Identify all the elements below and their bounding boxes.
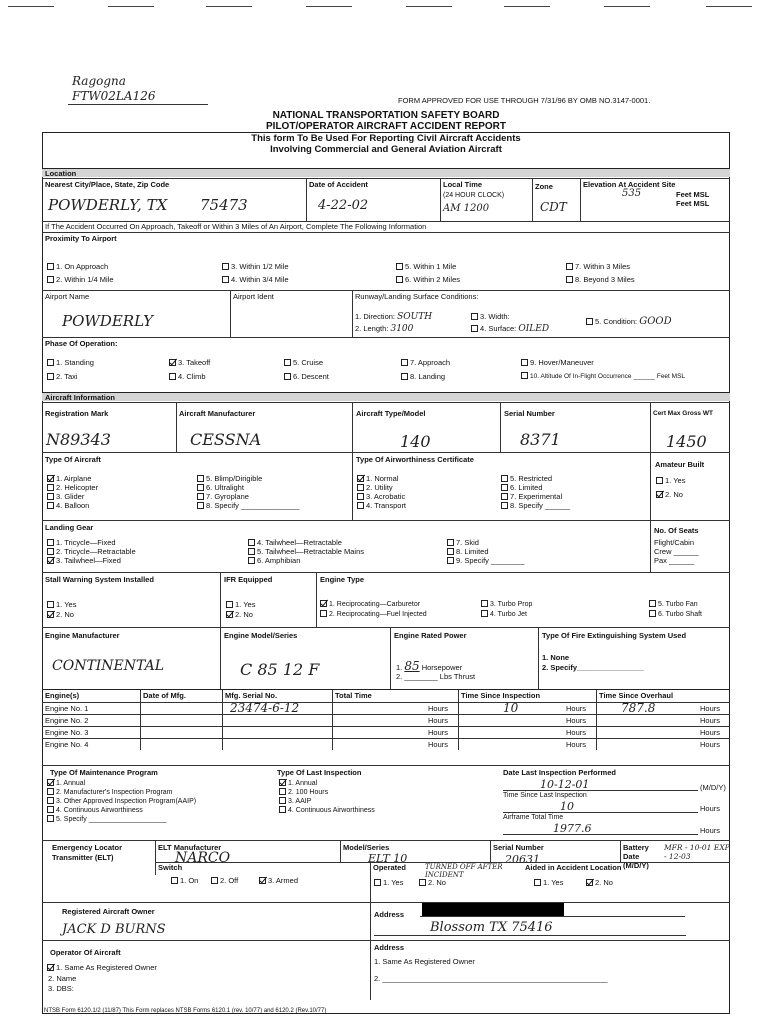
cert-utility[interactable]: 2. Utility: [356, 483, 393, 492]
engine-row-hours-overhaul: Hours: [700, 740, 721, 749]
engine-row-name: Engine No. 3: [45, 728, 89, 737]
table-row: [42, 714, 730, 715]
maint-manufacturer[interactable]: 2. Manufacturer's Inspection Program: [46, 788, 173, 796]
cert-limited[interactable]: 6. Limited: [500, 483, 543, 492]
switch-on[interactable]: 1. On: [170, 876, 198, 885]
engine-row-since-inspection[interactable]: 10: [503, 701, 519, 715]
cert-restricted[interactable]: 5. Restricted: [500, 474, 552, 483]
cert-experimental[interactable]: 7. Experimental: [500, 492, 562, 501]
cert-transport[interactable]: 4. Transport: [356, 501, 406, 510]
engine-row-hours-inspection: Hours: [566, 728, 587, 737]
proximity-on-approach[interactable]: 1. On Approach: [46, 262, 108, 271]
phase-landing[interactable]: 8. Landing: [400, 372, 445, 381]
engine-turbo-jet[interactable]: 4. Turbo Jet: [480, 610, 527, 618]
time-since-inspection-label: Time Since Last Inspection: [503, 792, 587, 799]
maint-aaip[interactable]: 3. Other Approved Inspection Program(AAIP): [46, 797, 196, 805]
last-aaip[interactable]: 3. AAIP: [278, 797, 311, 805]
airport-name-label: Airport Name: [45, 292, 90, 301]
ifr-label: IFR Equipped: [224, 575, 273, 584]
redaction-bar: [422, 903, 564, 917]
engine-table-divider: [222, 690, 223, 750]
engine-table-header: Time Since Overhaul: [599, 691, 674, 700]
form-subtitle-2: Involving Commercial and General Aviation Aircraft: [270, 144, 502, 155]
airframe-total-value[interactable]: 1977.6: [553, 822, 592, 835]
phase-cruise[interactable]: 5. Cruise: [283, 358, 323, 367]
proximity-beyond[interactable]: 8. Beyond 3 Miles: [565, 275, 635, 284]
cert-specify[interactable]: 8. Specify ______: [500, 501, 570, 510]
operated-note: TURNED OFF AFTER INCIDENT: [425, 863, 503, 879]
time-since-inspection-value[interactable]: 10: [560, 800, 574, 813]
seats-label: No. Of Seats: [654, 526, 699, 535]
last-annual[interactable]: 1. Annual: [278, 779, 317, 787]
registration-label: Registration Mark: [45, 409, 109, 418]
switch-off[interactable]: 2. Off: [210, 876, 238, 885]
operated-no[interactable]: 2. No: [418, 878, 446, 887]
serial-value[interactable]: 8371: [520, 430, 561, 449]
switch-label: Switch: [158, 863, 183, 872]
hours-label-1: Hours: [700, 804, 721, 813]
engine-row-hours-total: Hours: [428, 716, 449, 725]
stall-yes[interactable]: 1. Yes: [46, 600, 76, 609]
amateur-no[interactable]: 2. No: [655, 490, 683, 499]
engine-row-hours-total: Hours: [428, 728, 449, 737]
airport-name-value[interactable]: POWDERLY: [62, 312, 153, 330]
city-label: Nearest City/Place, State, Zip Code: [45, 180, 170, 189]
amateur-built-label: Amateur Built: [655, 460, 705, 469]
elt-manufacturer-value[interactable]: NARCO: [175, 850, 231, 866]
maint-continuous[interactable]: 4. Continuous Airworthiness: [46, 806, 143, 814]
table-row: [42, 726, 730, 727]
seats-flight-cabin: Flight/Cabin: [654, 538, 695, 547]
handwritten-name: Ragogna: [72, 74, 126, 88]
gear-limited[interactable]: 8. Limited: [446, 547, 489, 556]
amateur-yes[interactable]: 1. Yes: [655, 476, 685, 485]
phase-climb[interactable]: 4. Climb: [168, 372, 206, 381]
form-footer: NTSB Form 6120.1/2 (11/87) This Form replaces NTSB Forms 6120.1 (rev. 10/77) and 6120.2 (Rev.10/77): [44, 1008, 327, 1014]
engine-row-hours-overhaul: Hours: [700, 728, 721, 737]
engine-row-hours-inspection: Hours: [566, 740, 587, 749]
elt-manufacturer-label: ELT Manufacturer: [158, 843, 222, 852]
elevation-label: Elevation At Accident Site: [583, 180, 676, 189]
engine-row-name: Engine No. 4: [45, 740, 89, 749]
operated-label: Operated: [373, 863, 406, 872]
owner-address-label: Address: [374, 910, 405, 919]
operator-name[interactable]: 2. Name: [48, 974, 77, 983]
fire-none[interactable]: 1. None: [542, 653, 570, 662]
proximity-quarter-mile[interactable]: 2. Within 1/4 Mile: [46, 275, 114, 284]
omb-notice: FORM APPROVED FOR USE THROUGH 7/31/96 BY OMB NO.3147-0001.: [398, 96, 651, 105]
engine-table-header: Time Since Inspection: [461, 691, 541, 700]
type-ultralight[interactable]: 6. Ultralight: [196, 483, 244, 492]
aircraft-manufacturer-label: Aircraft Manufacturer: [179, 409, 256, 418]
engine-recip-fuel[interactable]: 2. Reciprocating—Fuel Injected: [319, 610, 427, 618]
stall-warning-label: Stall Warning System Installed: [45, 575, 154, 584]
stall-no[interactable]: 2. No: [46, 610, 74, 619]
date-last-inspection-value[interactable]: 10-12-01: [540, 778, 590, 791]
operator-address-label: Address: [374, 943, 405, 952]
horsepower[interactable]: 1. 85 Horsepower: [396, 659, 463, 673]
zone-value[interactable]: CDT: [540, 200, 567, 214]
engine-row-hours-overhaul: Hours: [700, 704, 721, 713]
aided-no[interactable]: 2. No: [585, 878, 613, 887]
zip-value[interactable]: 75473: [200, 196, 248, 214]
engine-row-hours-total: Hours: [428, 704, 449, 713]
type-airplane[interactable]: 1. Airplane: [46, 474, 91, 483]
elt-serial-value[interactable]: 20631: [505, 853, 540, 866]
proximity-two-miles[interactable]: 6. Within 2 Miles: [395, 275, 460, 284]
aircraft-manufacturer-value[interactable]: CESSNA: [190, 430, 262, 449]
feet-msl-2: Feet MSL: [676, 199, 710, 208]
handwritten-case-number: FTW02LA126: [72, 89, 156, 103]
engine-table-divider: [596, 690, 597, 750]
airport-ident-label: Airport Ident: [233, 292, 274, 301]
operator-address-2[interactable]: 2. ______________________________________________________: [374, 974, 608, 983]
ifr-yes[interactable]: 1. Yes: [225, 600, 255, 609]
elt-model-value[interactable]: ELT 10: [368, 852, 408, 865]
phase-takeoff[interactable]: 3. Takeoff: [168, 358, 210, 367]
engine-manufacturer-value[interactable]: CONTINENTAL: [52, 658, 165, 674]
local-time-label: Local Time: [443, 180, 483, 189]
hours-label-2: Hours: [700, 826, 721, 835]
type-balloon[interactable]: 4. Balloon: [46, 501, 89, 510]
runway-length[interactable]: 2. Length: 3100: [355, 324, 414, 334]
clock-label: (24 HOUR CLOCK): [443, 192, 505, 199]
fire-specify[interactable]: 2. Specify________________: [542, 663, 644, 672]
gear-tailwheel-retractable-mains[interactable]: 5. Tailwheel—Retractable Mains: [247, 547, 364, 556]
last-continuous[interactable]: 4. Continuous Airworthiness: [278, 806, 375, 814]
serial-label: Serial Number: [504, 409, 555, 418]
elt-serial-label: Serial Number: [493, 843, 544, 852]
engine-table-header: Total Time: [335, 691, 372, 700]
battery-date-label: Battery Date (M/D/Y): [623, 843, 649, 870]
proximity-label: Proximity To Airport: [45, 234, 117, 243]
gear-tailwheel-fixed[interactable]: 3. Tailwheel—Fixed: [46, 556, 121, 565]
engine-row-hours-overhaul: Hours: [700, 716, 721, 725]
aircraft-model-label: Aircraft Type/Model: [356, 409, 426, 418]
switch-armed[interactable]: 3. Armed: [258, 876, 298, 885]
maint-specify[interactable]: 5. Specify ____________________: [46, 815, 167, 823]
aircraft-type-label: Type Of Aircraft: [45, 455, 101, 464]
lbs-thrust[interactable]: 2. ________ Lbs Thrust: [396, 672, 476, 681]
last-100-hours[interactable]: 2. 100 Hours: [278, 788, 328, 796]
gear-tailwheel-retractable[interactable]: 4. Tailwheel—Retractable: [247, 538, 342, 547]
time-value[interactable]: AM 1200: [443, 203, 490, 214]
owner-address-value[interactable]: Blossom TX 75416: [430, 920, 553, 935]
engine-row-name: Engine No. 1: [45, 704, 89, 713]
engine-turbo-prop[interactable]: 3. Turbo Prop: [480, 600, 532, 608]
form-subtitle-1: This form To Be Used For Reporting Civil Aircraft Accidents: [251, 133, 521, 144]
form-title: PILOT/OPERATOR AIRCRAFT ACCIDENT REPORT: [266, 121, 506, 132]
aircraft-model-value[interactable]: 140: [400, 432, 431, 451]
seats-crew: Crew ______: [654, 547, 699, 556]
airworthiness-label: Type Of Airworthiness Certificate: [356, 455, 474, 464]
phase-taxi[interactable]: 2. Taxi: [46, 372, 78, 381]
operated-yes[interactable]: 1. Yes: [373, 878, 403, 887]
engine-row-hours-inspection: Hours: [566, 716, 587, 725]
airport-note: If The Accident Occurred On Approach, Takeoff or Within 3 Miles of An Airport, Complete The Following Information: [45, 222, 427, 231]
engine-table-divider: [140, 690, 141, 750]
elt-model-label: Model/Series: [343, 843, 390, 852]
gross-weight-label: Cert Max Gross WT: [653, 410, 713, 417]
engine-row-since-overhaul[interactable]: 787.8: [621, 701, 656, 715]
section-location: Location: [42, 168, 730, 177]
rated-power-label: Engine Rated Power: [394, 631, 467, 640]
phase-altitude[interactable]: 10. Altitude Of In-Flight Occurrence ______ Feet MSL: [520, 372, 685, 380]
seats-pax: Pax ______: [654, 556, 695, 565]
date-label: Date of Accident: [309, 180, 368, 189]
gear-tricycle-fixed[interactable]: 1. Tricycle—Fixed: [46, 538, 116, 547]
city-value[interactable]: POWDERLY, TX: [48, 196, 168, 214]
maintenance-program-label: Type Of Maintenance Program: [50, 768, 158, 777]
table-row: [42, 738, 730, 739]
fire-system-label: Type Of Fire Extinguishing System Used: [542, 631, 687, 640]
phase-approach[interactable]: 7. Approach: [400, 358, 450, 367]
gear-amphibian[interactable]: 6. Amphibian: [247, 556, 300, 565]
airframe-total-label: Airframe Total Time: [503, 814, 564, 821]
elt-label: Emergency Locator Transmitter (ELT): [52, 843, 123, 862]
engine-table-header: Engine(s): [45, 691, 80, 700]
phase-hover[interactable]: 9. Hover/Maneuver: [520, 358, 594, 367]
aided-yes[interactable]: 1. Yes: [533, 878, 563, 887]
operator-same[interactable]: 1. Same As Registered Owner: [46, 963, 157, 972]
last-inspection-label: Type Of Last Inspection: [277, 768, 362, 777]
engine-turbo-shaft[interactable]: 6. Turbo Shaft: [648, 610, 702, 618]
form-agency: NATIONAL TRANSPORTATION SAFETY BOARD: [272, 110, 500, 121]
top-scan-marks: [0, 0, 770, 10]
runway-surface[interactable]: 4. Surface: OILED: [470, 324, 549, 334]
type-gyroplane[interactable]: 7. Gyroplane: [196, 492, 249, 501]
owner-label: Registered Aircraft Owner: [62, 907, 155, 916]
engine-turbo-fan[interactable]: 5. Turbo Fan: [648, 600, 698, 608]
engine-type-label: Engine Type: [320, 575, 365, 584]
phase-label: Phase Of Operation:: [45, 339, 118, 348]
date-value[interactable]: 4-22-02: [318, 198, 369, 213]
owner-value[interactable]: JACK D BURNS: [62, 922, 166, 937]
gear-specify[interactable]: 9. Specify ________: [446, 556, 524, 565]
proximity-three-miles[interactable]: 7. Within 3 Miles: [565, 262, 630, 271]
runway-direction[interactable]: 1. Direction: SOUTH: [355, 312, 433, 322]
engine-row-name: Engine No. 2: [45, 716, 89, 725]
engine-table-header: Date of Mfg.: [143, 691, 186, 700]
operator-dbs[interactable]: 3. DBS:: [48, 984, 74, 993]
type-glider[interactable]: 3. Glider: [46, 492, 84, 501]
runway-condition[interactable]: 5. Condition: GOOD: [585, 316, 672, 327]
aided-label: Aided in Accident Location: [525, 863, 622, 872]
feet-msl-1: Feet MSL: [676, 190, 710, 199]
maint-annual[interactable]: 1. Annual: [46, 779, 85, 787]
gear-skid[interactable]: 7. Skid: [446, 538, 479, 547]
type-helicopter[interactable]: 2. Helicopter: [46, 483, 98, 492]
elevation-value[interactable]: 535: [622, 188, 642, 199]
engine-model-label: Engine Model/Series: [224, 631, 298, 640]
cert-normal[interactable]: 1. Normal: [356, 474, 399, 483]
ifr-no[interactable]: 2. No: [225, 610, 253, 619]
engine-recip-carb[interactable]: 1. Reciprocating—Carburetor: [319, 600, 420, 608]
zone-label: Zone: [535, 182, 553, 191]
runway-width[interactable]: 3. Width:: [470, 312, 510, 321]
engine-manufacturer-label: Engine Manufacturer: [45, 631, 120, 640]
operator-label: Operator Of Aircraft: [50, 948, 121, 957]
registration-value[interactable]: N89343: [46, 430, 111, 449]
engine-row-hours-total: Hours: [428, 740, 449, 749]
battery-date-value[interactable]: MFR - 10-01 EXP - 12-03: [664, 843, 730, 861]
operator-address-same[interactable]: 1. Same As Registered Owner: [374, 957, 475, 966]
cert-acrobatic[interactable]: 3. Acrobatic: [356, 492, 405, 501]
date-last-inspection-label: Date Last Inspection Performed: [503, 768, 616, 777]
proximity-three-quarter-mile[interactable]: 4. Within 3/4 Mile: [221, 275, 289, 284]
landing-gear-label: Landing Gear: [45, 523, 94, 532]
proximity-half-mile[interactable]: 3. Within 1/2 Mile: [221, 262, 289, 271]
phase-descent[interactable]: 6. Descent: [283, 372, 329, 381]
engine-table-divider: [332, 690, 333, 750]
runway-conditions-label: Runway/Landing Surface Conditions:: [355, 292, 479, 301]
mdy-label: (M/D/Y): [700, 783, 726, 792]
gross-weight-value[interactable]: 1450: [666, 432, 707, 451]
engine-table-divider: [458, 690, 459, 750]
section-aircraft: Aircraft Information: [42, 392, 730, 401]
engine-table-header: Mfg. Serial No.: [225, 691, 278, 700]
engine-row-serial[interactable]: 23474-6-12: [230, 701, 300, 715]
proximity-one-mile[interactable]: 5. Within 1 Mile: [395, 262, 456, 271]
phase-standing[interactable]: 1. Standing: [46, 358, 94, 367]
engine-model-value[interactable]: C 85 12 F: [240, 660, 320, 679]
gear-tricycle-retractable[interactable]: 2. Tricycle—Retractable: [46, 547, 136, 556]
type-blimp[interactable]: 5. Blimp/Dirigible: [196, 474, 262, 483]
engine-row-hours-inspection: Hours: [566, 704, 587, 713]
type-specify[interactable]: 8. Specify ______________: [196, 501, 299, 510]
